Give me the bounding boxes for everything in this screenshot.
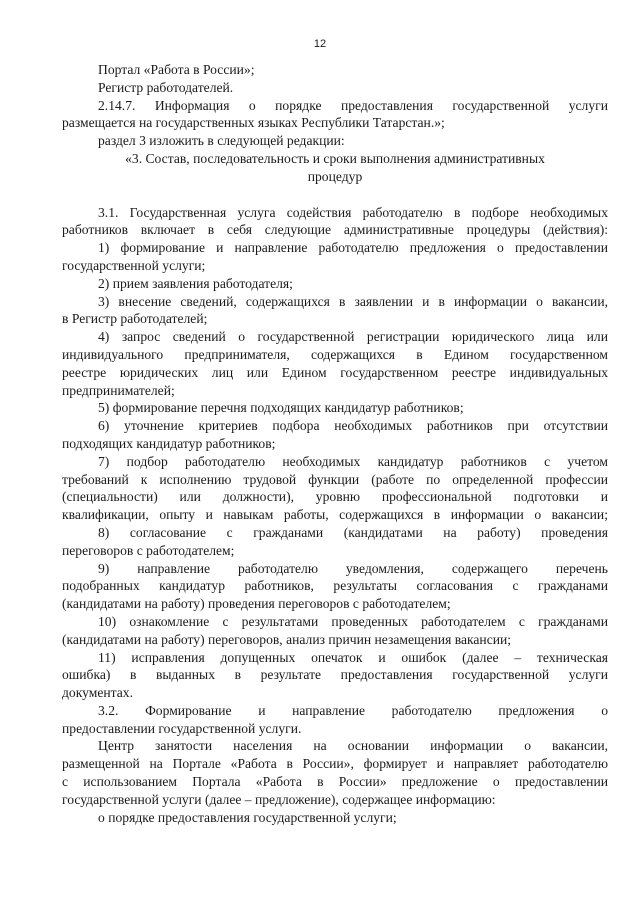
text-line: предпринимателей;: [62, 382, 175, 398]
text-line: 3) внесение сведений, содержащихся в заявлении и в информации о вакансии,: [98, 293, 608, 309]
text-line: (кандидатами на работу) проведения переговоров с работодателем;: [62, 596, 451, 612]
text-line: ошибка) в выданных в результате предоставления государственной услуги: [62, 667, 608, 683]
section-heading-line: процедур: [307, 168, 363, 184]
text-line: предоставлении государственной услуги.: [62, 720, 302, 736]
text-line: (кандидатами на работу) переговоров, анализ причин незамещения вакансии;: [62, 631, 512, 647]
text-line: реестре юридических лиц или Едином государственном реестре индивидуальных: [62, 364, 608, 380]
page-number: 12: [313, 38, 327, 50]
text-line: государственной услуги (далее – предложение), содержащее информацию:: [62, 791, 496, 807]
text-line: 1) формирование и направление работодателю предложения о предоставлении: [98, 240, 608, 256]
text-line: 11) исправления допущенных опечаток и ошибок (далее – техническая: [98, 649, 608, 665]
text-line: индивидуального предпринимателя, содержащихся в Едином государственном: [62, 346, 608, 362]
text-line: 7) подбор работодателю необходимых кандидатур работников с учетом: [98, 453, 608, 469]
text-line: 4) запрос сведений о государственной регистрации юридического лица или: [98, 329, 608, 345]
text-line: подобранных кандидатур работников, результаты согласования с гражданами: [62, 578, 608, 594]
text-line: 8) согласование с гражданами (кандидатами на работу) проведения: [98, 524, 608, 540]
text-line: размещенной на Портале «Работа в России», формирует и направляет работодателю: [62, 756, 608, 772]
text-line: Портал «Работа в России»;: [98, 62, 255, 77]
text-line: размещается на государственных языках Республики Татарстан.»;: [62, 115, 445, 131]
paragraph-gap: [62, 186, 608, 204]
text-line: квалификации, опыту и навыкам работы, содержащихся в информации о вакансии;: [62, 507, 608, 523]
text-line: переговоров с работодателем;: [62, 542, 235, 558]
text-line: 10) ознакомление с результатами проведенных работодателем с гражданами: [98, 613, 608, 629]
text-line: в Регистр работодателей;: [62, 311, 208, 327]
text-line: документах.: [62, 685, 133, 701]
document-body: [62, 61, 608, 826]
text-line: 3.2. Формирование и направление работодателю предложения о: [98, 702, 608, 718]
text-line: подходящих кандидатур работников;: [62, 435, 276, 451]
text-line: требований к исполнению трудовой функции (работе по определенной профессии: [62, 471, 608, 487]
text-line: 6) уточнение критериев подбора необходимых работников при отсутствии: [98, 418, 608, 434]
text-line: Центр занятости населения на основании информации о вакансии,: [98, 738, 608, 754]
text-line: о порядке предоставления государственной услуги;: [98, 809, 397, 825]
text-line: работников включает в себя следующие административные процедуры (действия):: [62, 222, 608, 238]
text-line: с использованием Портала «Работа в России» предложение о предоставлении: [62, 774, 608, 790]
text-line: 2.14.7. Информация о порядке предоставления государственной услуги: [98, 97, 608, 113]
text-line: (специальности) или должности), уровню профессиональной подготовки и: [62, 489, 608, 505]
text-line: государственной услуги;: [62, 257, 206, 273]
text-line: раздел 3 изложить в следующей редакции:: [98, 133, 345, 149]
text-line: 2) прием заявления работодателя;: [98, 275, 293, 291]
text-line: 5) формирование перечня подходящих кандидатур работников;: [98, 400, 464, 416]
text-line: Регистр работодателей.: [98, 79, 234, 95]
section-heading-line: «3. Состав, последовательность и сроки выполнения административных: [125, 150, 545, 166]
text-line: 3.1. Государственная услуга содействия работодателю в подборе необходимых: [98, 204, 608, 220]
text-line: 9) направление работодателю уведомления, содержащего перечень: [98, 560, 608, 576]
